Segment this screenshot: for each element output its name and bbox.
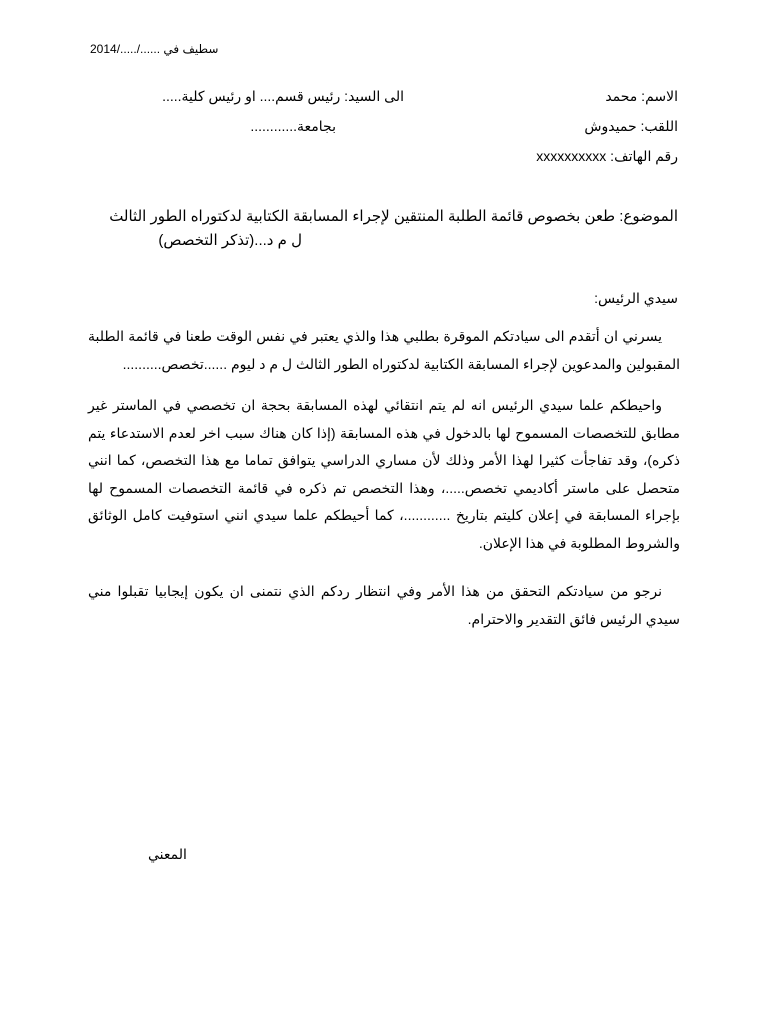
date-line: سطيف في ....../...../2014: [90, 42, 219, 56]
paragraph-2-text: واحيطكم علما سيدي الرئيس انه لم يتم انتقائي لهذه المسابقة بحجة ان تخصصي في الماستر غير مطابق للتخصصات المسموح لها بالدخول في هذه المسابقة (إذا كان هناك سبب اخر لعدم الاستدعاء يتم ذكره)، وقد تفاجأت كثيرا لهذا الأمر وذلك لأن مساري الدراسي يتوافق تماما مع هذا التخصص، كما انني متحصل على ماستر أكاديمي تخصص.....، وهذا التخصص تم ذكره في قائمة التخصصات المسموح لها بإجراء المسابقة في إعلان كليتم بتاريخ ............، كما أحيطكم علما سيدي انني استوفيت كامل الوثائق والشروط المطلوبة في هذا الإعلان.: [88, 397, 680, 551]
salutation: سيدي الرئيس:: [594, 290, 678, 306]
paragraph-3: [88, 578, 680, 633]
sender-name: الاسم: محمد: [605, 88, 678, 104]
sender-phone: رقم الهاتف: xxxxxxxxxx: [536, 148, 678, 164]
subject-line1: الموضوع: طعن بخصوص قائمة الطلبة المنتقين لإجراء المسابقة الكتابية لدكتوراه الطور الثالث: [109, 208, 678, 225]
paragraph-3-text: نرجو من سيادتكم التحقق من هذا الأمر وفي انتظار ردكم الذي نتمنى ان يكون إيجابيا تقبلوا مني سيدي الرئيس فائق التقدير والاحترام.: [88, 583, 680, 627]
paragraph-1-text: يسرني ان أتقدم الى سيادتكم الموقرة بطلبي هذا والذي يعتبر في نفس الوقت طعنا في قائمة الطلبة المقبولين والمدعوين لإجراء المسابقة الكتابية لدكتوراه الطور الثالث ل م د ليوم ......تخصص..........: [88, 328, 680, 372]
signature: المعني: [148, 846, 187, 862]
subject: [90, 205, 678, 253]
paragraph-1: [88, 323, 680, 378]
subject-line2: ل م د...(تذكر التخصص): [158, 232, 302, 249]
sender-surname: اللقب: حميدوش: [584, 118, 678, 134]
recipient-line2: بجامعة............: [250, 118, 336, 134]
recipient-line1: الى السيد: رئيس قسم.... او رئيس كلية.....: [162, 88, 404, 104]
paragraph-2: [88, 392, 680, 557]
